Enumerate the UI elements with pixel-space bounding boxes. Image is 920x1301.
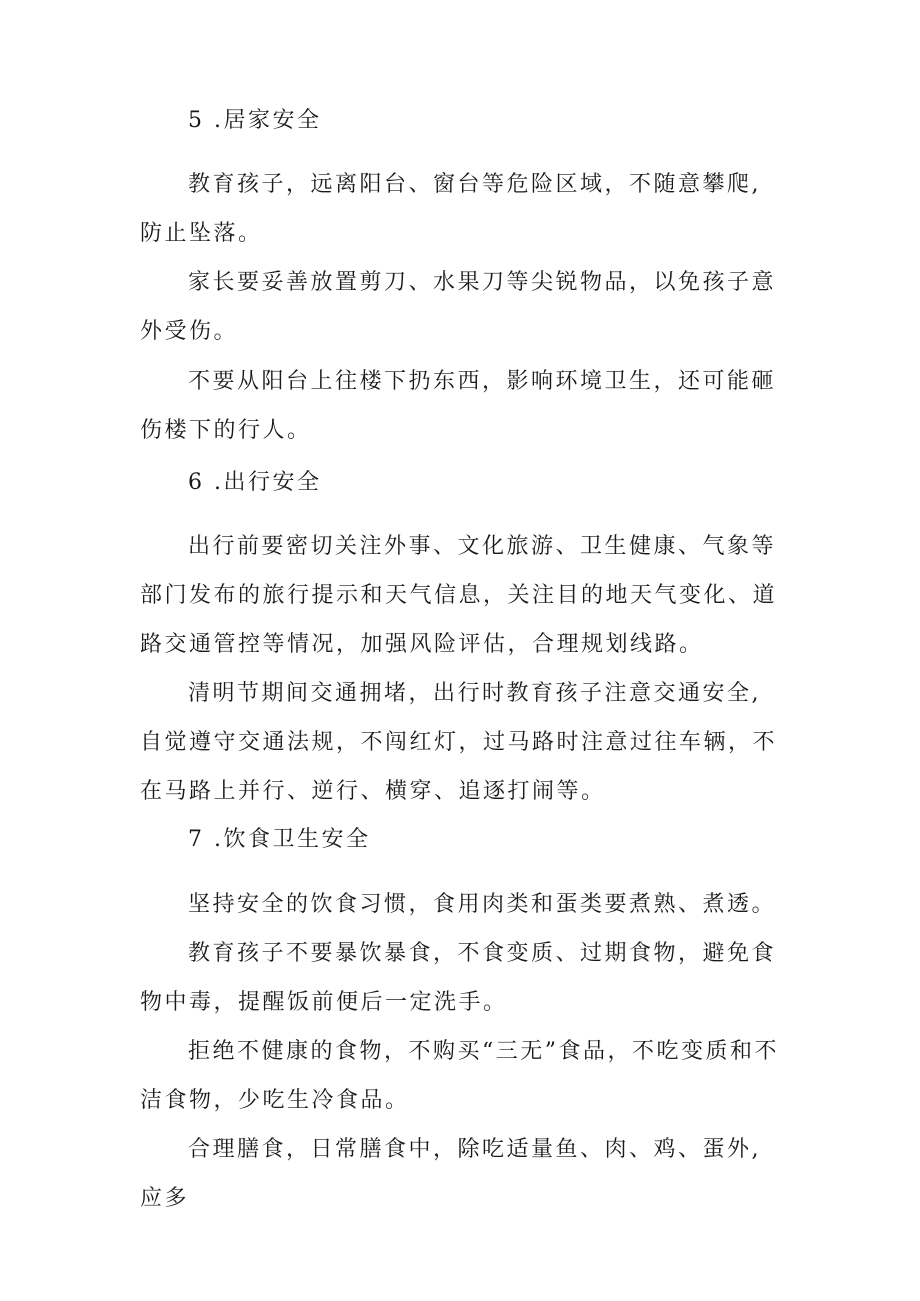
section-heading: 7 .饮食卫生安全 xyxy=(188,827,371,852)
paragraph: 不要从阳台上往楼下扔东西，影响环境卫生，还可能砸伤楼下的行人。 xyxy=(140,369,777,443)
paragraph: 合理膳食，日常膳食中，除吃适量鱼、肉、鸡、蛋外,应多 xyxy=(140,1137,761,1211)
paragraph: 教育孩子，远离阳台、窗台等危险区域，不随意攀爬,防止坠落。 xyxy=(140,172,761,246)
paragraph: 清明节期间交通拥堵，出行时教育孩子注意交通安全,自觉遵守交通法规，不闯红灯，过马路时注意过往车辆，不在马路上并行、逆行、横穿、追逐打闹等。 xyxy=(140,681,778,804)
paragraph: 出行前要密切关注外事、文化旅游、卫生健康、气象等部门发布的旅行提示和天气信息，关注目的地天气变化、道路交通管控等情况，加强风险评估，合理规划线路。 xyxy=(140,534,778,657)
section-heading: 5 .居家安全 xyxy=(188,108,322,133)
paragraph: 拒绝不健康的食物，不购买“三无”食品，不吃变质和不洁食物，少吃生冷食品。 xyxy=(140,1039,779,1113)
paragraph: 家长要妥善放置剪刀、水果刀等尖锐物品，以免孩子意外受伤。 xyxy=(140,270,777,344)
paragraph: 坚持安全的饮食习惯，食用肉类和蛋类要煮熟、煮透。 xyxy=(188,892,777,917)
paragraph: 教育孩子不要暴饮暴食，不食变质、过期食物，避免食物中毒，提醒饭前便后一定洗手。 xyxy=(140,941,777,1015)
section-heading: 6 .出行安全 xyxy=(188,470,322,495)
